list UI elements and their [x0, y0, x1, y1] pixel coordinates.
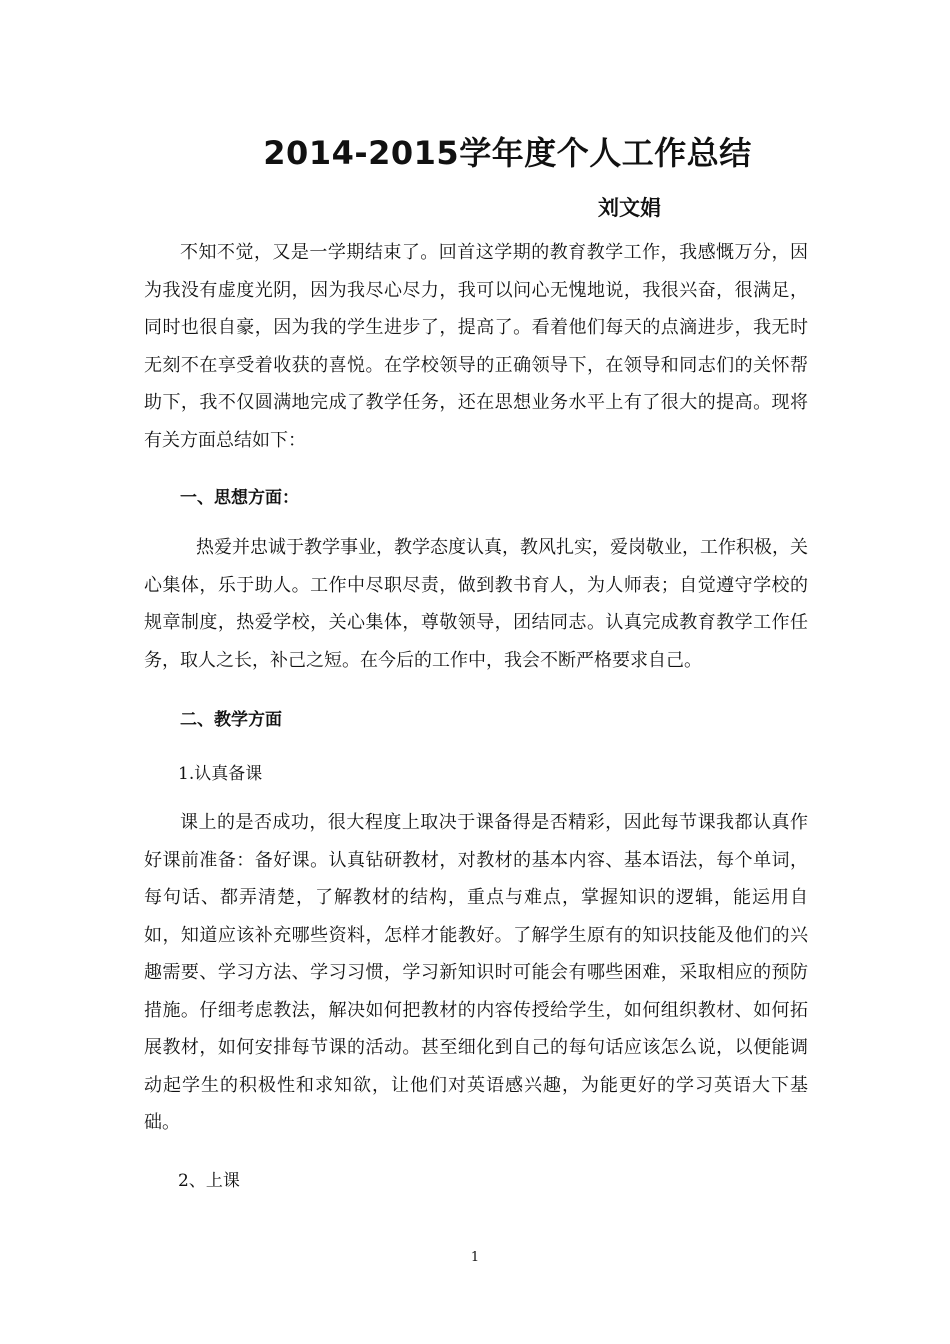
section-body-thought: 热爱并忠诚于教学事业，教学态度认真，教风扎实，爱岗敬业，工作积极，关心集体，乐于助人。工作中尽职尽责，做到教书育人，为人师表；自觉遵守学校的规章制度，热爱学校，关心集体，尊敬领导，团结同志。认真完成教育教学工作任务，取人之长，补己之短。在今后的工作中，我会不断严格要求自己。: [144, 537, 808, 671]
subsection-heading-class: 2、上课: [178, 1171, 240, 1191]
document-title: 2014-2015学年度个人工作总结: [263, 134, 752, 172]
subsection-heading-preparation: 1.认真备课: [178, 764, 263, 784]
section-heading-thought: 一、思想方面：: [180, 488, 299, 508]
intro-paragraph: 不知不觉，又是一学期结束了。回首这学期的教育教学工作，我感慨万分，因为我没有虚度光阴，因为我尽心尽力，我可以问心无愧地说，我很兴奋，很满足，同时也很自豪，因为我的学生进步了，提高了。看着他们每天的点滴进步，我无时无刻不在享受着收获的喜悦。在学校领导的正确领导下，在领导和同志们的关怀帮助下，我不仅圆满地完成了教学任务，还在思想业务水平上有了很大的提高。现将有关方面总结如下：: [144, 242, 808, 451]
section-heading-teaching: 二、教学方面: [180, 710, 282, 730]
page-number: 1: [470, 1250, 480, 1265]
author-name: 刘文娟: [598, 196, 661, 220]
subsection-body-preparation: 课上的是否成功，很大程度上取决于课备得是否精彩，因此每节课我都认真作好课前准备：备好课。认真钻研教材，对教材的基本内容、基本语法，每个单词，每句话、都弄清楚，了解教材的结构，重点与难点，掌握知识的逻辑，能运用自如，知道应该补充哪些资料，怎样才能教好。了解学生原有的知识技能及他们的兴趣需要、学习方法、学习习惯，学习新知识时可能会有哪些困难，采取相应的预防措施。仔细考虑教法，解决如何把教材的内容传授给学生，如何组织教材、如何拓展教材，如何安排每节课的活动。甚至细化到自己的每句话应该怎么说，以便能调动起学生的积极性和求知欲，让他们对英语感兴趣，为能更好的学习英语大下基础。: [144, 812, 808, 1133]
